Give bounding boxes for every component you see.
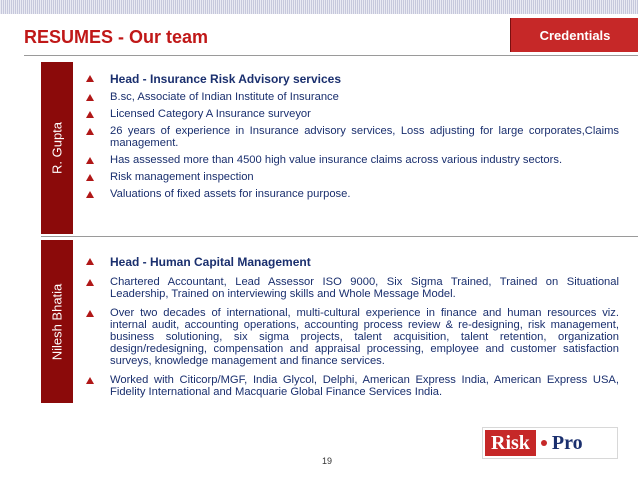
triangle-bullet-icon bbox=[86, 75, 94, 82]
list-item-text: B.sc, Associate of Indian Institute of Insurance bbox=[110, 91, 339, 103]
triangle-bullet-icon bbox=[86, 377, 94, 384]
member-divider bbox=[41, 236, 638, 237]
list-item bbox=[85, 374, 619, 398]
list-item-text: Head - Insurance Risk Advisory services bbox=[110, 72, 341, 86]
list-item bbox=[85, 108, 619, 120]
triangle-bullet-icon bbox=[86, 258, 94, 265]
list-item-text: Has assessed more than 4500 high value insurance claims across various industry sectors. bbox=[110, 154, 563, 166]
triangle-bullet-icon bbox=[86, 128, 94, 135]
member-name-sidebar bbox=[41, 240, 73, 403]
section-tag-credentials: Credentials bbox=[510, 18, 638, 52]
list-item-text: 26 years of experience in Insurance advisory services, Loss adjusting for large corporates,Claims management. bbox=[110, 125, 619, 149]
list-item-text: Worked with Citicorp/MGF, India Glycol, Delphi, American Express India, American Express USA, Fidelity International and Macquarie Global Finance Services India. bbox=[110, 374, 619, 398]
member-name-sidebar bbox=[41, 62, 73, 234]
list-item-text: Valuations of fixed assets for insurance purpose. bbox=[110, 188, 351, 200]
list-item bbox=[85, 255, 619, 269]
list-item-text: Risk management inspection bbox=[110, 171, 254, 183]
list-item bbox=[85, 171, 619, 183]
list-item bbox=[85, 188, 619, 200]
member-credentials-list bbox=[85, 72, 619, 205]
title-divider bbox=[24, 55, 638, 56]
list-item-text: Chartered Accountant, Lead Assessor ISO 9000, Six Sigma Trained, Trained on Situational Leadership, Trained on interviewing skills and Whole Message Model. bbox=[110, 276, 619, 300]
triangle-bullet-icon bbox=[86, 111, 94, 118]
member-name: Nilesh Bhatia bbox=[49, 283, 65, 360]
list-item bbox=[85, 91, 619, 103]
triangle-bullet-icon bbox=[86, 157, 94, 164]
page-number: 19 bbox=[322, 456, 333, 466]
logo-dot-icon bbox=[541, 440, 547, 446]
triangle-bullet-icon bbox=[86, 279, 94, 286]
list-item-text: Head - Human Capital Management bbox=[110, 255, 311, 269]
triangle-bullet-icon bbox=[86, 174, 94, 181]
list-item bbox=[85, 125, 619, 149]
list-item-text: Licensed Category A Insurance surveyor bbox=[110, 108, 311, 120]
list-item-text: Over two decades of international, multi-cultural experience in finance and human resources viz. internal audit, accounting operations, accounting process review & re-designing, risk management, business solutioning, six sigma projects, talent acquisition, talent retention, organization design/redesigning, compensation and appraisal processing, employee and customer satisfaction surveys, knowledge management and finance services. bbox=[110, 307, 619, 367]
list-item bbox=[85, 307, 619, 367]
list-item bbox=[85, 154, 619, 166]
list-item bbox=[85, 72, 619, 86]
list-item bbox=[85, 276, 619, 300]
triangle-bullet-icon bbox=[86, 94, 94, 101]
triangle-bullet-icon bbox=[86, 310, 94, 317]
page-title: RESUMES - Our team bbox=[24, 27, 209, 47]
header-pattern-bar bbox=[0, 0, 638, 14]
member-credentials-list bbox=[85, 255, 619, 405]
riskpro-logo bbox=[482, 427, 618, 459]
triangle-bullet-icon bbox=[86, 191, 94, 198]
logo-pro-text: Pro bbox=[551, 431, 583, 454]
logo-risk-text: Risk bbox=[485, 430, 536, 456]
member-name: R. Gupta bbox=[49, 121, 65, 175]
